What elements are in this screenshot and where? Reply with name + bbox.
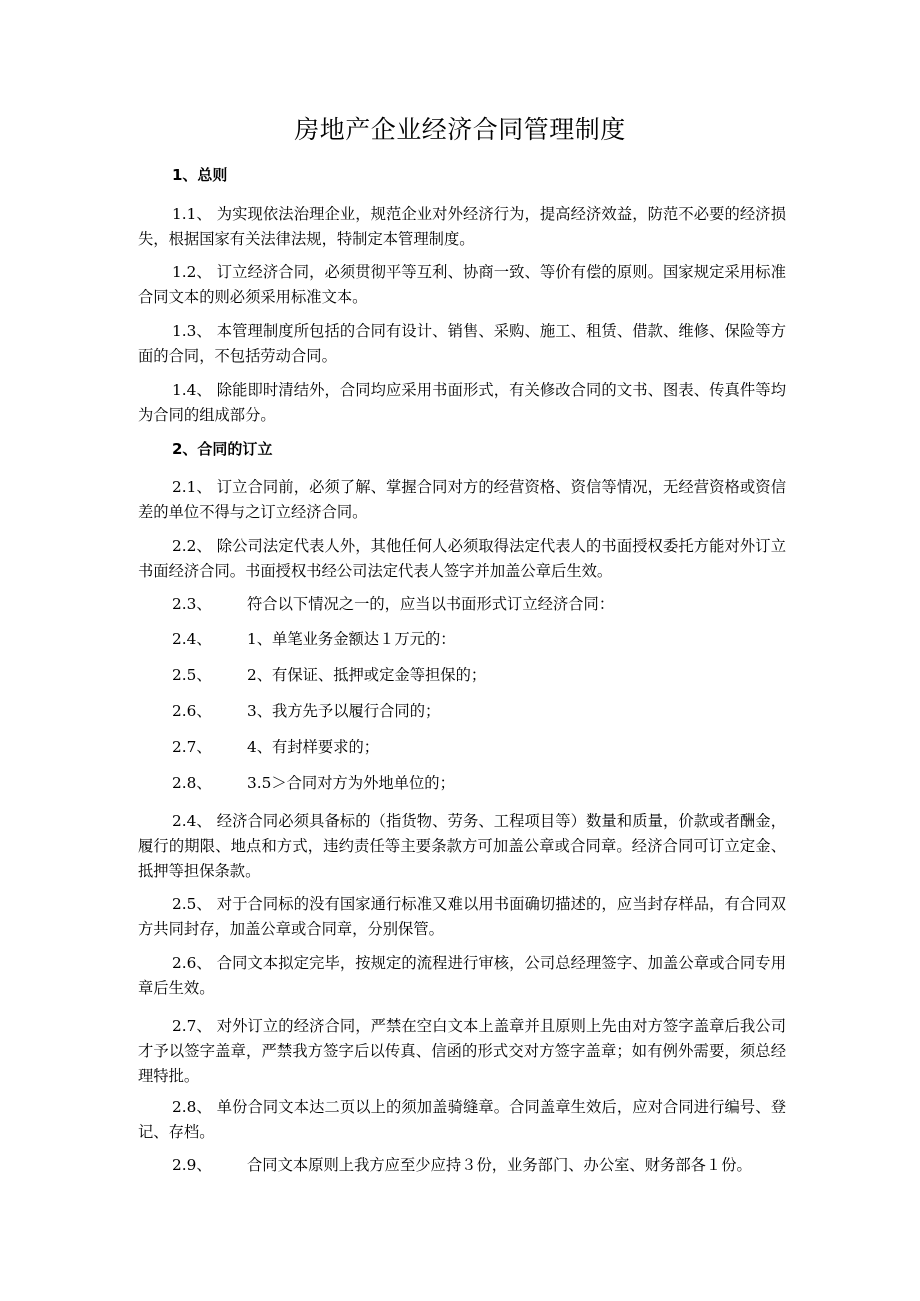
list-item	[172, 592, 614, 617]
item-number: 2.6、	[172, 702, 212, 720]
list-item	[172, 771, 455, 796]
item-text: 符合以下情况之一的，应当以书面形式订立经济合同：	[247, 595, 615, 613]
section-heading-general: 1、总则	[172, 166, 228, 184]
paragraph-2-6: 2.6、 合同文本拟定完毕，按规定的流程进行审核，公司总经理签字、加盖公章或合同专用章后生效。	[138, 954, 786, 997]
paragraph-2-2: 2.2、 除公司法定代表人外，其他任何人必须取得法定代表人的书面授权委托方能对外订立书面经济合同。书面授权书经公司法定代表人签字并加盖公章后生效。	[138, 537, 786, 580]
paragraph-2-4: 2.4、 经济合同必须具备标的（指货物、劳务、工程项目等）数量和质量，价款或者酬金，履行的期限、地点和方式，违约责任等主要条款方可加盖公章或合同章。经济合同可订立定金、抵押等担保条款。	[138, 812, 786, 880]
paragraph-1-2: 1.2、 订立经济合同，必须贯彻平等互利、协商一致、等价有偿的原则。国家规定采用标准合同文本的则必须采用标准文本。	[138, 263, 786, 306]
paragraph-1-1: 1.1、 为实现依法治理企业，规范企业对外经济行为，提高经济效益，防范不必要的经济损失，根据国家有关法律法规，特制定本管理制度。	[138, 205, 786, 248]
item-text: 4、有封样要求的；	[247, 738, 380, 756]
item-number: 2.9、	[172, 1156, 212, 1174]
item-text: 1、单笔业务金额达１万元的：	[247, 630, 456, 648]
list-item	[172, 663, 486, 688]
item-number: 2.5、	[172, 666, 212, 684]
item-text: 合同文本原则上我方应至少应持３份，业务部门、办公室、财务部各１份。	[247, 1156, 752, 1174]
paragraph-2-5: 2.5、 对于合同标的没有国家通行标准又难以用书面确切描述的，应当封存样品，有合同双方共同封存，加盖公章或合同章，分别保管。	[138, 895, 786, 938]
paragraph-2-8: 2.8、 单份合同文本达二页以上的须加盖骑缝章。合同盖章生效后，应对合同进行编号、登记、存档。	[138, 1098, 786, 1141]
item-number: 2.4、	[172, 630, 212, 648]
paragraph-2-7: 2.7、 对外订立的经济合同，严禁在空白文本上盖章并且原则上先由对方签字盖章后我公司才予以签字盖章，严禁我方签字后以传真、信函的形式交对方签字盖章；如有例外需要，须总经理特批。	[138, 1017, 786, 1085]
document-title: 房地产企业经济合同管理制度	[294, 115, 626, 144]
item-number: 2.3、	[172, 595, 212, 613]
list-item	[172, 735, 379, 760]
item-text: 2、有保证、抵押或定金等担保的；	[247, 666, 487, 684]
list-item	[138, 1153, 786, 1178]
paragraph-2-1: 2.1、 订立合同前，必须了解、掌握合同对方的经营资格、资信等情况，无经营资格或资信差的单位不得与之订立经济合同。	[138, 478, 786, 521]
item-number: 2.8、	[172, 774, 212, 792]
list-item	[172, 699, 440, 724]
item-number: 2.7、	[172, 738, 212, 756]
section-heading-contract-formation: 2、合同的订立	[172, 440, 273, 458]
paragraph-1-3: 1.3、 本管理制度所包括的合同有设计、销售、采购、施工、租赁、借款、维修、保险等方面的合同，不包括劳动合同。	[138, 322, 786, 365]
item-text: 3.5＞合同对方为外地单位的；	[247, 774, 455, 792]
paragraph-1-4: 1.4、 除能即时清结外，合同均应采用书面形式，有关修改合同的文书、图表、传真件等均为合同的组成部分。	[138, 381, 786, 424]
item-text: 3、我方先予以履行合同的；	[247, 702, 441, 720]
list-item	[172, 627, 456, 652]
